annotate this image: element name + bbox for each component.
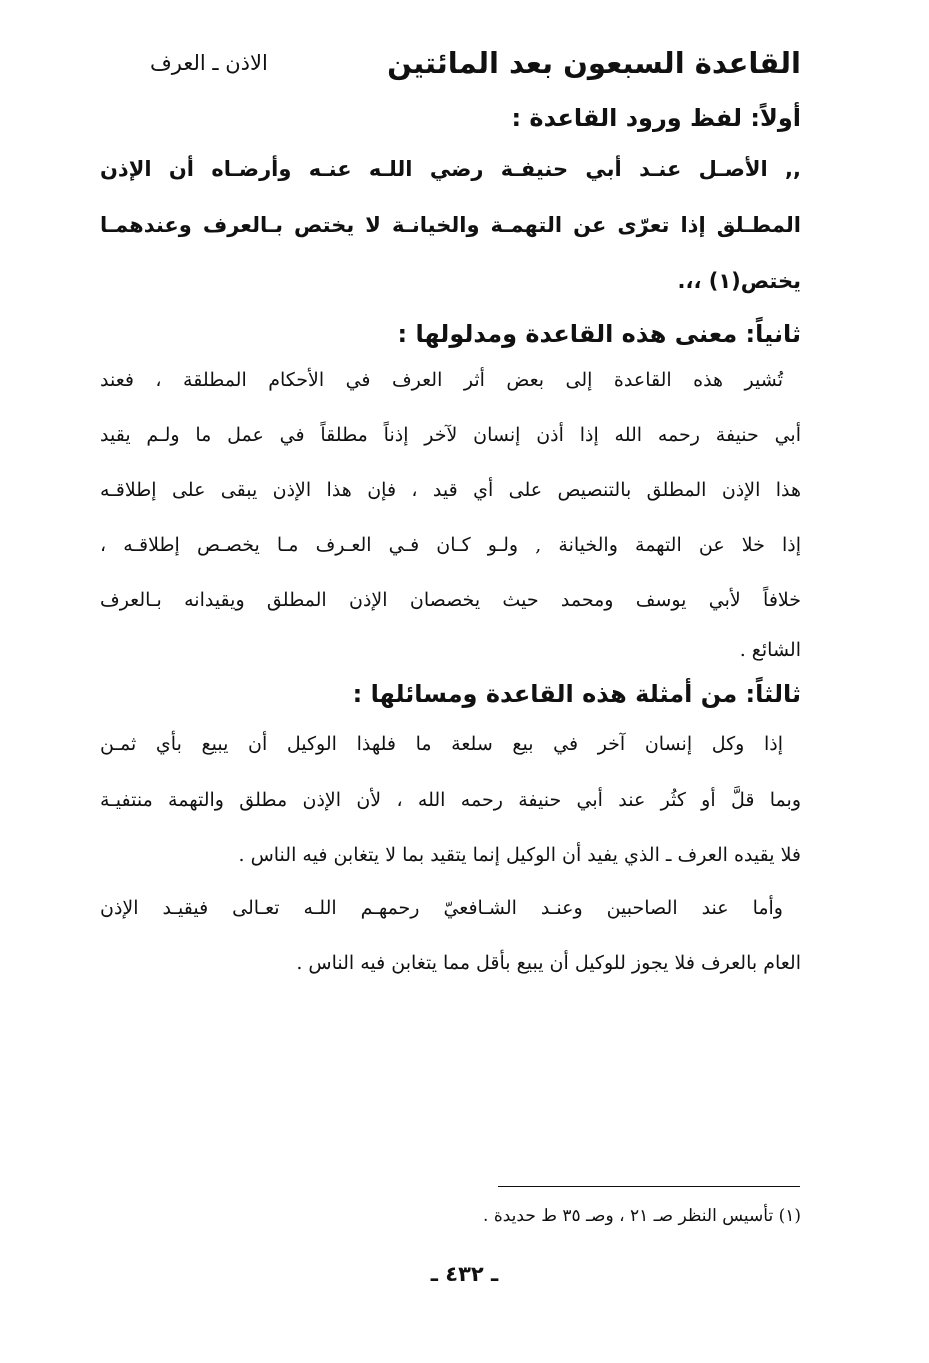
rule-title: القاعدة السبعون بعد المائتين xyxy=(387,46,801,80)
body-line: الشائع . xyxy=(739,639,801,661)
body-line: إذا خلا عن التهمة والخيانة , ولـو كـان فـي العـرف مـا يخصـص إطلاقـه ، xyxy=(100,534,801,556)
body-line: وأما عند الصاحبين وعنـد الشـافعيّ رحمهـم اللـه تعـالى فيقيـد الإذن xyxy=(100,897,783,919)
body-line: إذا وكل إنسان آخر في بيع سلعة ما فلهذا الوكيل أن يبيع بأي ثمـن xyxy=(100,733,783,755)
page-header xyxy=(150,38,801,88)
topic-label: الاذن ـ العرف xyxy=(150,51,268,75)
body-line: خلافاً لأبي يوسف ومحمد حيث يخصصان الإذن المطلق ويقيدانه بـالعرف xyxy=(100,589,801,611)
quote-line: يختص(١) ،،. xyxy=(677,269,801,293)
section-heading-examples: ثالثاً: من أمثلة هذه القاعدة ومسائلها : xyxy=(352,680,801,708)
footnote: (١) تأسيس النظر صـ ٢١ ، وصـ ٣٥ ط حديدة . xyxy=(483,1206,801,1226)
body-line: أبي حنيفة رحمه الله إذا أذن إنسان لآخر إذناً مطلقاً في عمل ما ولـم يقيد xyxy=(100,424,801,446)
quote-line: ,, الأصـل عنـد أبي حنيفـة رضي اللـه عنـه وأرضـاه أن الإذن xyxy=(100,157,801,181)
footnote-divider xyxy=(498,1186,800,1187)
body-line: العام بالعرف فلا يجوز للوكيل أن يبيع بأقل مما يتغابن فيه الناس . xyxy=(296,952,801,974)
page-number: ـ ٤٣٢ ـ xyxy=(430,1262,499,1286)
body-line: فلا يقيده العرف ـ الذي يفيد أن الوكيل إنما يتقيد بما لا يتغابن فيه الناس . xyxy=(238,844,801,866)
body-line: وبما قلَّ أو كثُر عند أبي حنيفة رحمه الله ، لأن الإذن مطلق والتهمة منتفيـة xyxy=(100,789,801,811)
section-heading-meaning: ثانياً: معنى هذه القاعدة ومدلولها : xyxy=(397,320,801,348)
quote-line: المطـلق إذا تعرّى عن التهمـة والخيانـة لا يختص بـالعرف وعندهمـا xyxy=(100,213,801,237)
body-line: هذا الإذن المطلق بالتنصيص على أي قيد ، فإن هذا الإذن يبقى على إطلاقـه xyxy=(100,479,801,501)
body-line: تُشير هذه القاعدة إلى بعض أثر العرف في الأحكام المطلقة ، فعند xyxy=(100,369,783,391)
section-heading-wording: أولاً: لفظ ورود القاعدة : xyxy=(511,104,801,132)
